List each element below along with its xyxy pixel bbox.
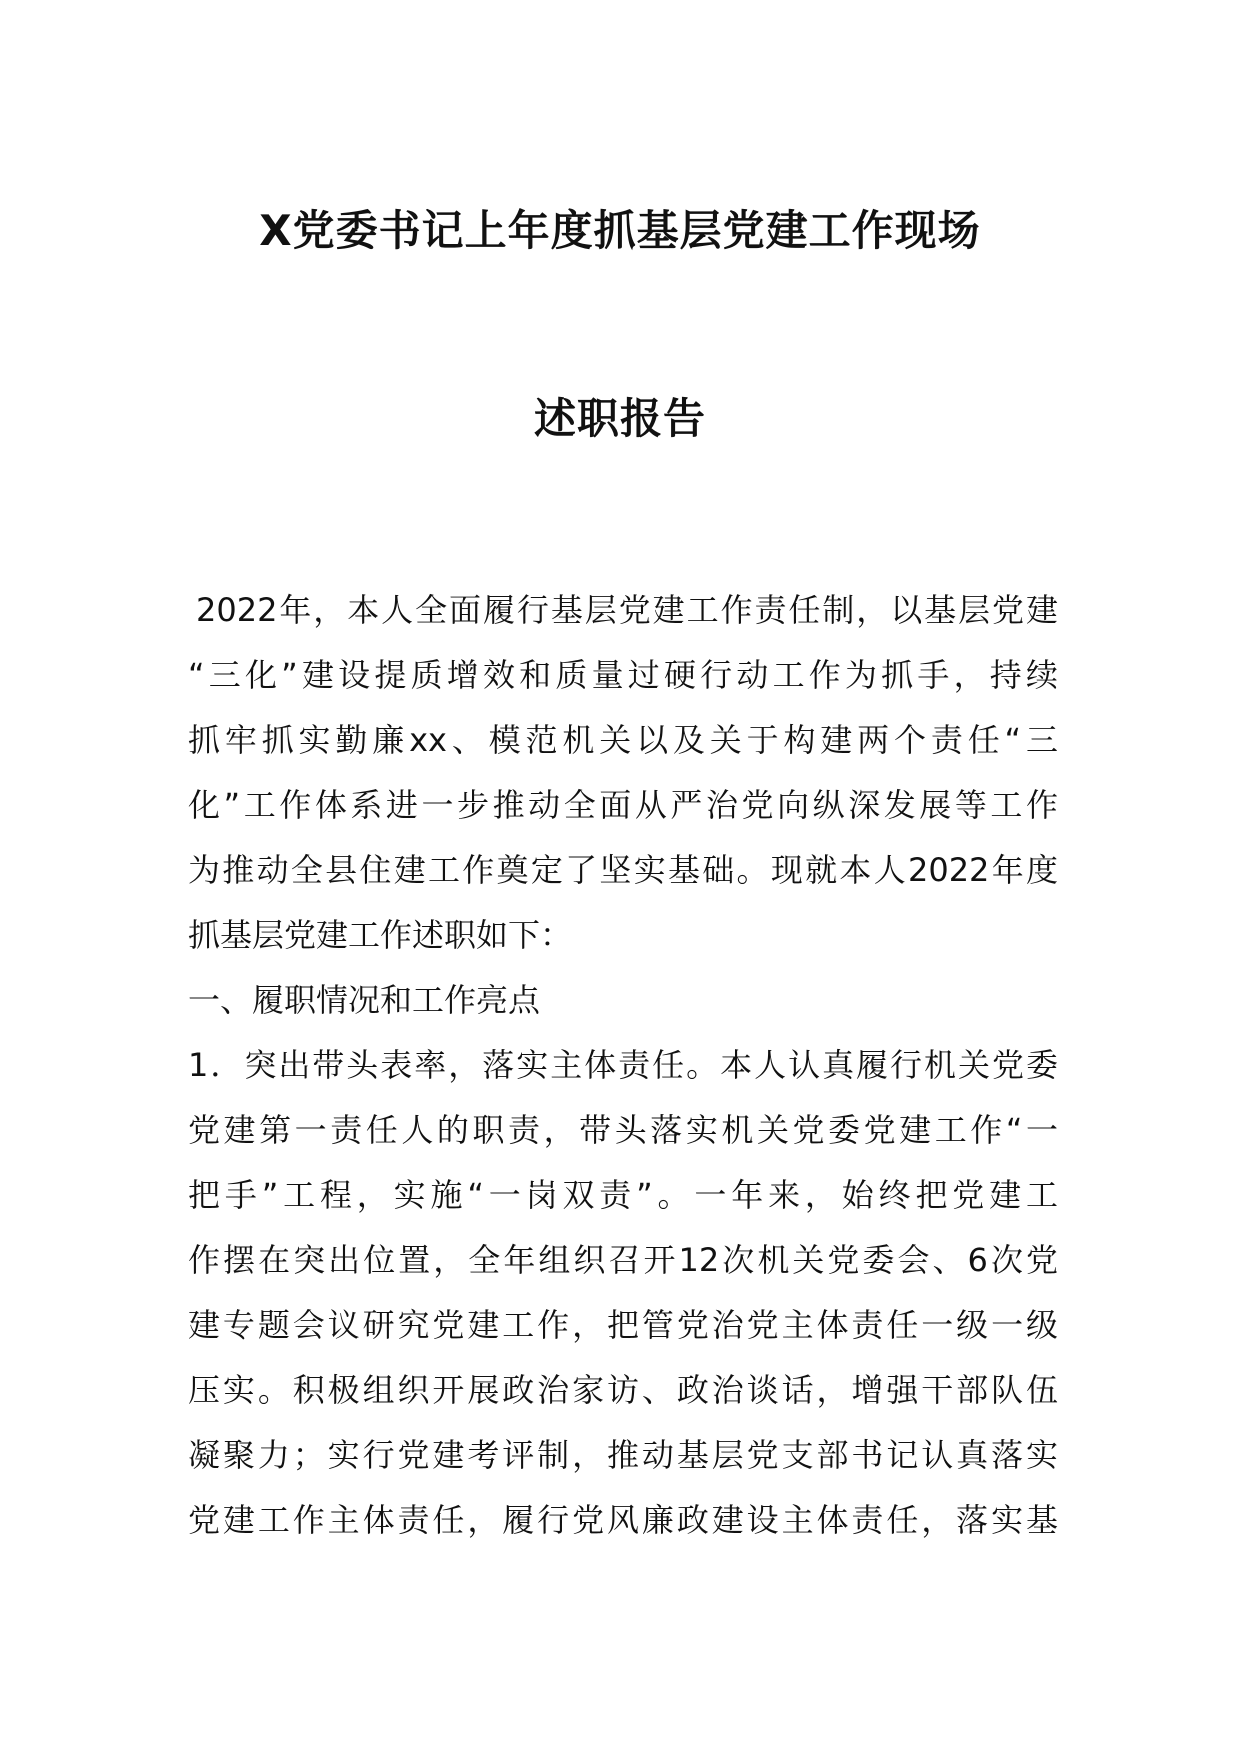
body-line: 党建工作主体责任，履行党风廉政建设主体责任，落实基 — [188, 1501, 1058, 1539]
body-line: 1．突出带头表率，落实主体责任。本人认真履行机关党委 — [188, 1046, 1058, 1084]
document-title-line-2: 述职报告 — [533, 394, 706, 443]
document-title-line-1: X党委书记上年度抓基层党建工作现场 — [259, 206, 981, 255]
body-line: 把手”工程，实施“一岗双责”。一年来，始终把党建工 — [188, 1176, 1058, 1214]
body-line: 凝聚力；实行党建考评制，推动基层党支部书记认真落实 — [188, 1436, 1058, 1474]
document-body — [188, 578, 1058, 1553]
body-line: 压实。积极组织开展政治家访、政治谈话，增强干部队伍 — [188, 1371, 1058, 1409]
body-line: 作摆在突出位置，全年组织召开12次机关党委会、6次党 — [188, 1241, 1058, 1279]
body-line: 抓牢抓实勤廉xx、模范机关以及关于构建两个责任“三 — [188, 721, 1058, 759]
section-heading: 一、履职情况和工作亮点 — [188, 981, 541, 1019]
body-line: 化”工作体系进一步推动全面从严治党向纵深发展等工作 — [188, 786, 1058, 824]
body-line: 建专题会议研究党建工作，把管党治党主体责任一级一级 — [188, 1306, 1058, 1344]
body-line: 为推动全县住建工作奠定了坚实基础。现就本人2022年度 — [188, 851, 1058, 889]
body-line: 2022年，本人全面履行基层党建工作责任制，以基层党建 — [196, 591, 1058, 629]
body-line: 抓基层党建工作述职如下： — [188, 916, 573, 954]
body-line: 党建第一责任人的职责，带头落实机关党委党建工作“一 — [188, 1111, 1058, 1149]
body-line: “三化”建设提质增效和质量过硬行动工作为抓手，持续 — [188, 656, 1058, 694]
